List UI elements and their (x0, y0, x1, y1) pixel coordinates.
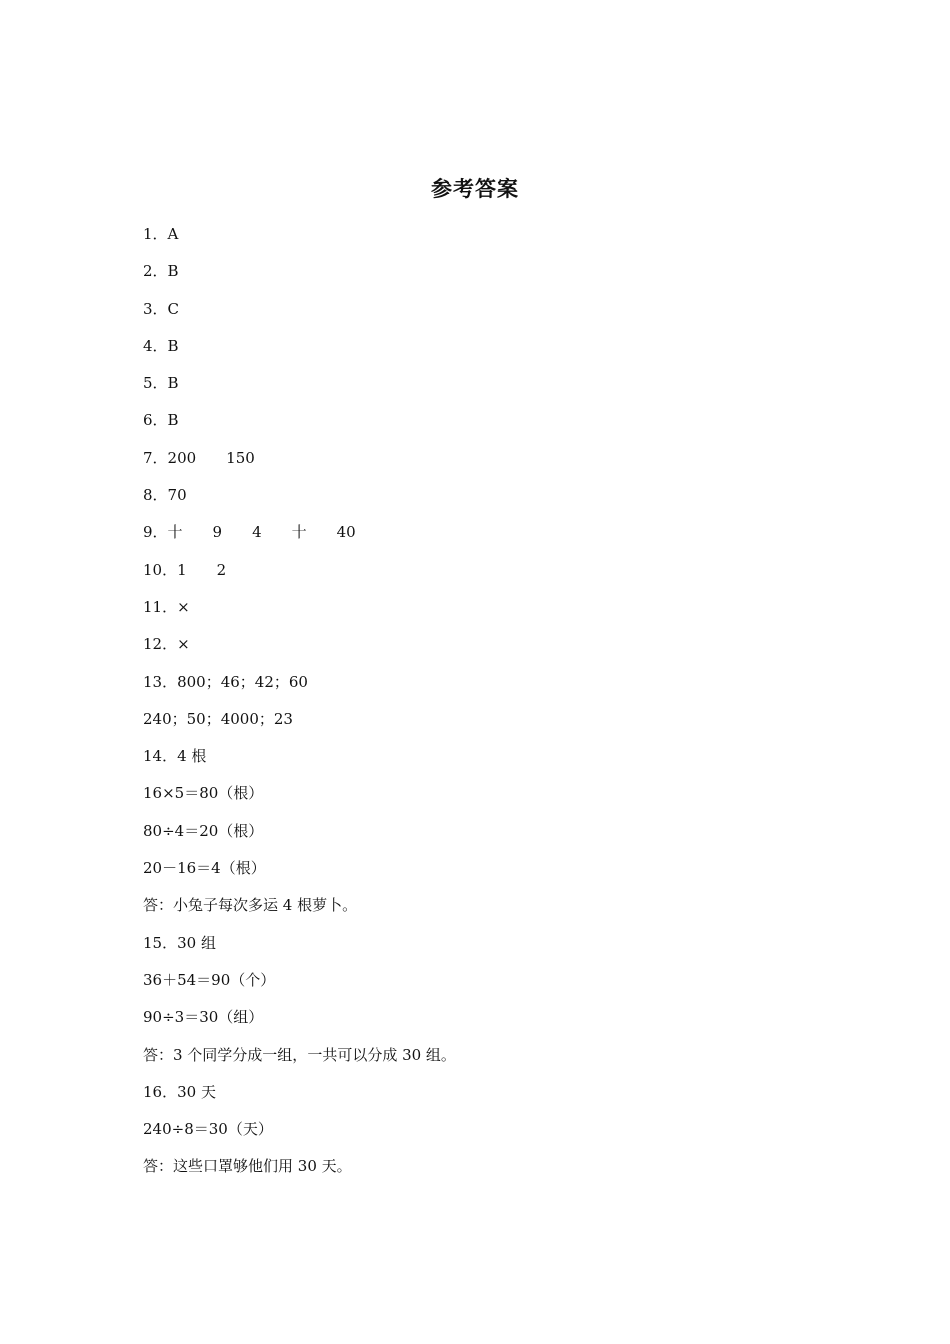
answer-list (143, 221, 823, 1191)
answer-line: 8．70 (143, 486, 187, 505)
answer-line: 90÷3＝30（组） (143, 1008, 264, 1027)
answer-line: 9．十 9 4 十 40 (143, 523, 356, 542)
answer-line: 5．B (143, 374, 179, 393)
answer-line: 14．4 根 (143, 747, 207, 766)
answer-line: 1．A (143, 225, 179, 243)
answer-line: 4．B (143, 336, 179, 355)
answer-line: 11．× (143, 597, 190, 616)
answer-line: 7．200 150 (143, 448, 255, 467)
answer-line: 10．1 2 (143, 560, 227, 579)
answer-line: 20－16＝4（根） (143, 859, 266, 878)
answer-line: 答：小兔子每次多运 4 根萝卜。 (143, 896, 358, 915)
answer-line: 3．C (143, 299, 180, 318)
answer-line: 12．× (143, 635, 190, 654)
page-title: 参考答案 (431, 177, 519, 201)
answer-line: 6．B (143, 411, 179, 430)
answer-line: 答：这些口罩够他们用 30 天。 (143, 1157, 352, 1176)
answer-line: 240÷8＝30（天） (143, 1120, 273, 1139)
answer-line: 13．800；46；42；60 (143, 672, 308, 691)
answer-line: 2．B (143, 262, 179, 281)
answer-line: 15．30 组 (143, 933, 216, 952)
answer-line: 答：3 个同学分成一组，一共可以分成 30 组。 (143, 1045, 456, 1064)
answer-line: 80÷4＝20（根） (143, 821, 264, 840)
answer-line: 240；50；4000；23 (143, 709, 293, 728)
answer-line: 16×5＝80（根） (143, 784, 264, 803)
answer-line: 16．30 天 (143, 1082, 216, 1101)
answer-line: 36＋54＝90（个） (143, 970, 276, 989)
